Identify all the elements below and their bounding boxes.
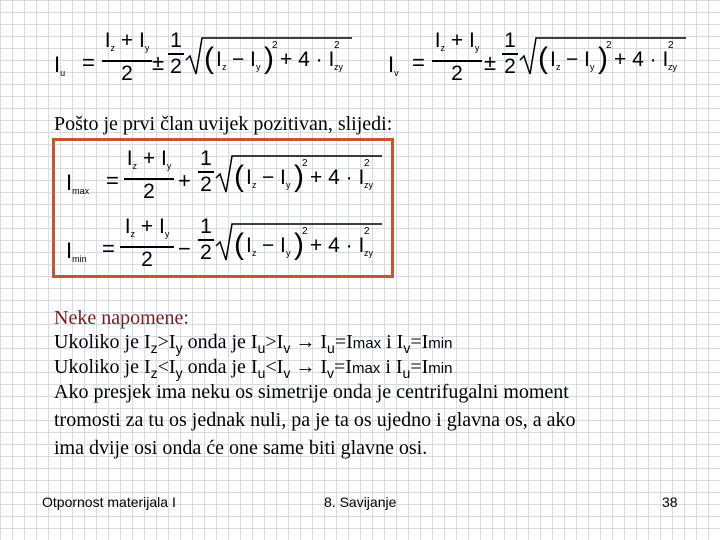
svg-text:+ 4 · I: + 4 · I — [310, 234, 365, 257]
svg-text:2: 2 — [302, 158, 308, 169]
svg-text:(: ( — [538, 42, 548, 75]
svg-text:y: y — [256, 62, 261, 72]
radical-expression — [214, 220, 382, 264]
svg-text:(: ( — [234, 228, 244, 261]
svg-text:): ) — [294, 160, 304, 193]
fraction-half: 1 2 — [502, 30, 518, 78]
svg-text:zy: zy — [668, 62, 677, 72]
footer-chapter-title: 8. Savijanje — [324, 494, 397, 510]
svg-text:I: I — [216, 48, 222, 71]
svg-text:+ 4 · I: + 4 · I — [614, 48, 669, 71]
svg-text:−: − — [262, 166, 275, 189]
svg-text:+ 4 · I: + 4 · I — [280, 48, 335, 71]
svg-text:z: z — [252, 180, 257, 190]
note-line-1: Ukoliko je $I_z>I_y$ onda je $I_u>I_v \to I_u=Imax$ i $I_v=Imin$ — [54, 331, 453, 356]
notes-heading: Neke napomene: — [54, 307, 189, 329]
fraction-sum: $I_z + I_y$ 2 — [102, 30, 152, 85]
svg-text:y: y — [590, 62, 595, 72]
svg-text:−: − — [262, 234, 275, 257]
equals-sign: = — [106, 168, 119, 193]
radical-expression — [518, 34, 686, 78]
svg-text:2: 2 — [302, 226, 308, 237]
note-paragraph-line-2: tromosti za tu os jednak nuli, pa je ta os ujedno i glavna os, a ako — [54, 409, 576, 431]
formula-imax — [66, 148, 386, 208]
intro-text: Pošto je prvi član uvijek pozitivan, slijedi: — [54, 113, 393, 135]
svg-text:I: I — [280, 234, 286, 257]
svg-text:2: 2 — [272, 40, 278, 51]
svg-text:−: − — [232, 48, 245, 71]
svg-text:z: z — [222, 62, 227, 72]
plus-sign: + — [178, 168, 191, 193]
svg-text:2: 2 — [668, 40, 674, 51]
plus-minus-sign: ± — [484, 50, 497, 75]
footer-course-title: Otpornost materijala I — [42, 494, 176, 510]
minus-sign: − — [178, 236, 191, 261]
formula-imin-lhs: $I_{min}$ — [66, 238, 87, 264]
fraction-half: 1 2 — [198, 216, 214, 264]
svg-text:zy: zy — [364, 248, 373, 258]
equals-sign: = — [412, 50, 425, 75]
radical-expression — [214, 152, 382, 196]
svg-text:z: z — [556, 62, 561, 72]
note-paragraph-line-3: ima dvije osi onda će one same biti glavne osi. — [54, 437, 428, 459]
formula-iv — [388, 30, 688, 90]
formula-iv-lhs: $I_v$ — [388, 52, 399, 78]
svg-text:I: I — [550, 48, 556, 71]
svg-text:I: I — [280, 166, 286, 189]
fraction-sum: $I_z + I_y$ 2 — [120, 216, 174, 271]
svg-text:+ 4 · I: + 4 · I — [310, 166, 365, 189]
svg-text:y: y — [286, 180, 291, 190]
fraction-half: 1 2 — [198, 148, 214, 196]
svg-text:): ) — [264, 42, 274, 75]
fraction-half: 1 2 — [168, 30, 184, 78]
footer-page-number: 38 — [662, 494, 678, 510]
svg-text:I: I — [246, 166, 252, 189]
radical-expression — [184, 34, 352, 78]
svg-text:): ) — [598, 42, 608, 75]
svg-text:2: 2 — [364, 226, 370, 237]
svg-text:2: 2 — [334, 40, 340, 51]
svg-text:−: − — [566, 48, 579, 71]
svg-text:(: ( — [204, 42, 214, 75]
equals-sign: = — [82, 50, 95, 75]
fraction-sum: $I_z + I_y$ 2 — [432, 30, 482, 85]
svg-text:2: 2 — [606, 40, 612, 51]
formula-iu — [54, 30, 354, 90]
svg-text:z: z — [252, 248, 257, 258]
formula-imin — [66, 216, 386, 276]
svg-text:I: I — [246, 234, 252, 257]
svg-text:y: y — [286, 248, 291, 258]
svg-text:zy: zy — [364, 180, 373, 190]
plus-minus-sign: ± — [152, 50, 165, 75]
svg-text:(: ( — [234, 160, 244, 193]
note-paragraph-line-1: Ako presjek ima neku os simetrije onda je centrifugalni moment — [54, 381, 569, 403]
svg-text:2: 2 — [364, 158, 370, 169]
svg-text:zy: zy — [334, 62, 343, 72]
formula-iu-lhs: $I_u$ — [54, 52, 66, 78]
svg-text:I: I — [584, 48, 590, 71]
svg-text:I: I — [250, 48, 256, 71]
fraction-sum: $I_z + I_y$ 2 — [124, 148, 174, 203]
formula-imax-lhs: $I_{max}$ — [66, 170, 90, 196]
svg-text:): ) — [294, 228, 304, 261]
note-line-2: Ukoliko je $I_z<I_y$ onda je $I_u<I_v \to I_v=Imax$ i $I_u=Imin$ — [54, 356, 453, 381]
equals-sign: = — [102, 236, 115, 261]
